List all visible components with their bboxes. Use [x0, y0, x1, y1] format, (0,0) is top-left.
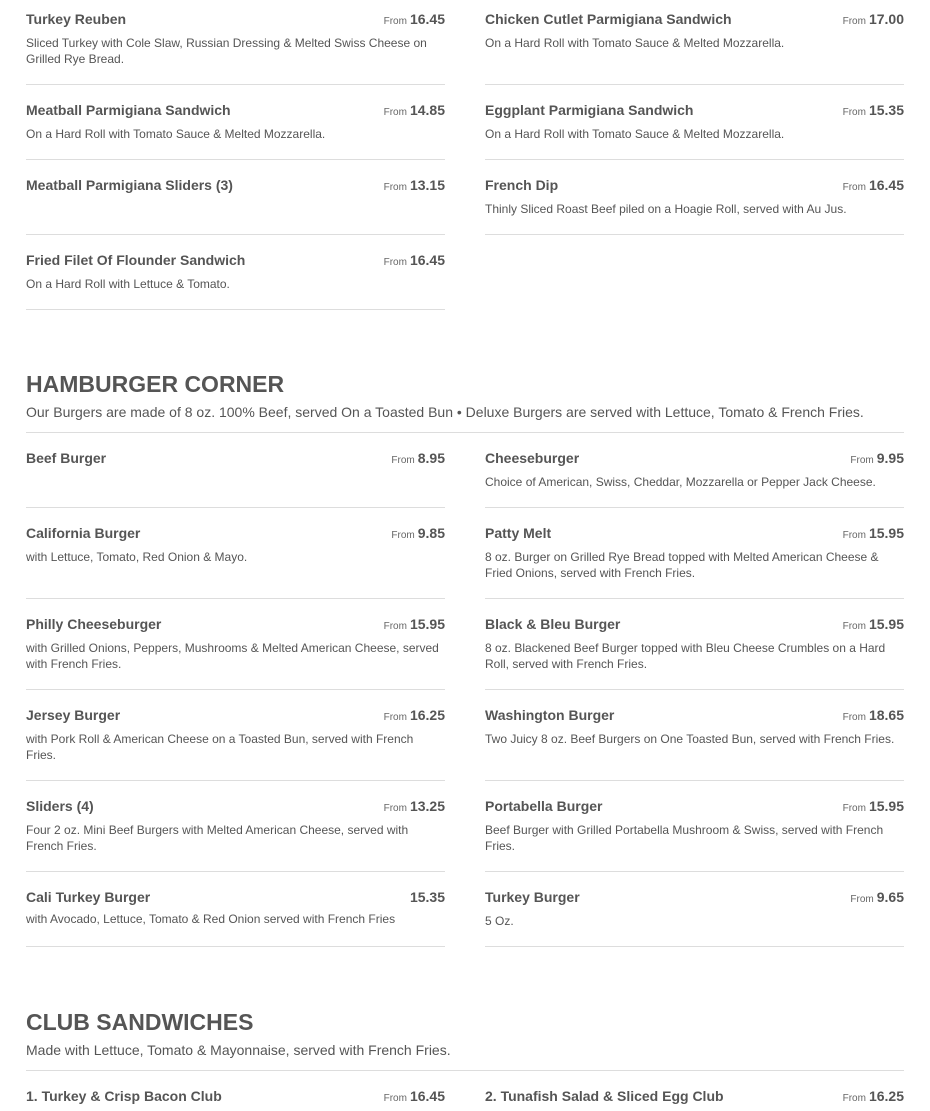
item-description: On a Hard Roll with Tomato Sauce & Melted Mozzarella.: [485, 36, 785, 50]
section-title: HAMBURGER CORNER: [26, 371, 285, 397]
item-description: with Lettuce, Tomato, Red Onion & Mayo.: [26, 550, 248, 564]
item-name: Cheeseburger: [485, 450, 580, 466]
item-name: French Dip: [485, 177, 559, 193]
item-price: 13.15: [409, 177, 445, 193]
item-price: 15.95: [868, 616, 904, 632]
item-description: On a Hard Roll with Lettuce & Tomato.: [26, 277, 230, 291]
item-name: Meatball Parmigiana Sandwich: [26, 102, 231, 118]
section-subtitle: Made with Lettuce, Tomato & Mayonnaise, served with French Fries.: [26, 1042, 451, 1058]
menu-column-right: [485, 1071, 904, 1111]
item-name: California Burger: [26, 525, 141, 541]
item-price: 16.45: [409, 11, 445, 27]
item-price: 9.95: [876, 450, 904, 466]
item-name: Black & Bleu Burger: [485, 616, 621, 632]
item-name: Fried Filet Of Flounder Sandwich: [26, 252, 246, 268]
item-price: 15.35: [409, 889, 445, 905]
item-price: 15.95: [868, 525, 904, 541]
section-title: CLUB SANDWICHES: [26, 1009, 254, 1035]
item-name: Beef Burger: [26, 450, 107, 466]
menu-item[interactable]: [485, 690, 904, 781]
item-price: 15.35: [868, 102, 904, 118]
menu-item[interactable]: [485, 508, 904, 599]
item-name: 2. Tunafish Salad & Sliced Egg Club: [485, 1088, 724, 1104]
item-description: Sliced Turkey with Cole Slaw, Russian Dressing & Melted Swiss Cheese on Grilled Rye Bread.: [26, 36, 427, 66]
from-label: From: [383, 182, 407, 193]
item-description: On a Hard Roll with Tomato Sauce & Melted Mozzarella.: [485, 127, 785, 141]
item-price: 16.45: [409, 252, 445, 268]
from-label: From: [850, 894, 874, 905]
from-label: From: [842, 621, 866, 632]
item-description: Thinly Sliced Roast Beef piled on a Hoagie Roll, served with Au Jus.: [485, 202, 847, 216]
item-description: with Avocado, Lettuce, Tomato & Red Onion served with French Fries: [26, 912, 396, 926]
item-name: Turkey Reuben: [26, 11, 127, 27]
from-label: From: [842, 1093, 866, 1104]
item-price: 16.45: [409, 1088, 445, 1104]
item-name: Jersey Burger: [26, 707, 121, 723]
menu-column-left: [26, 1071, 445, 1111]
item-price: 13.25: [409, 798, 445, 814]
menu-item[interactable]: [485, 599, 904, 690]
from-label: From: [383, 107, 407, 118]
from-label: From: [842, 712, 866, 723]
from-label: From: [842, 803, 866, 814]
item-price: 15.95: [409, 616, 445, 632]
menu-item[interactable]: [485, 433, 904, 508]
menu-item[interactable]: [26, 599, 445, 690]
item-name: Cali Turkey Burger: [26, 889, 151, 905]
item-name: Washington Burger: [485, 707, 615, 723]
item-name: Portabella Burger: [485, 798, 603, 814]
item-description: Beef Burger with Grilled Portabella Mushroom & Swiss, served with French Fries.: [485, 823, 884, 853]
club-sandwiches-section: [26, 1008, 904, 1071]
menu-item[interactable]: [26, 690, 445, 781]
sandwich-menu-grid: [26, 0, 904, 310]
menu-item[interactable]: [485, 85, 904, 160]
from-label: From: [842, 107, 866, 118]
menu-item[interactable]: [485, 1071, 904, 1111]
menu-item[interactable]: [485, 781, 904, 872]
from-label: From: [383, 257, 407, 268]
club-menu-grid: [26, 1071, 904, 1111]
item-description: with Grilled Onions, Peppers, Mushrooms & Melted American Cheese, served with French Fries.: [26, 641, 439, 671]
from-label: From: [383, 803, 407, 814]
menu-item[interactable]: [26, 235, 445, 310]
from-label: From: [842, 530, 866, 541]
menu-item[interactable]: [26, 160, 445, 235]
item-price: 8.95: [417, 450, 445, 466]
from-label: From: [383, 1093, 407, 1104]
item-price: 17.00: [868, 11, 904, 27]
item-price: 16.25: [409, 707, 445, 723]
item-price: 14.85: [409, 102, 445, 118]
item-description: On a Hard Roll with Tomato Sauce & Melted Mozzarella.: [26, 127, 326, 141]
item-description: Choice of American, Swiss, Cheddar, Mozzarella or Pepper Jack Cheese.: [485, 475, 876, 489]
item-description: Two Juicy 8 oz. Beef Burgers on One Toasted Bun, served with French Fries.: [485, 732, 895, 746]
item-description: Four 2 oz. Mini Beef Burgers with Melted American Cheese, served with French Fries.: [26, 823, 409, 853]
item-price: 9.65: [876, 889, 904, 905]
item-name: Meatball Parmigiana Sliders (3): [26, 177, 233, 193]
hamburger-menu-grid: [26, 433, 904, 947]
menu-item[interactable]: [26, 85, 445, 160]
item-name: Chicken Cutlet Parmigiana Sandwich: [485, 11, 732, 27]
item-name: Turkey Burger: [485, 889, 580, 905]
item-price: 18.65: [868, 707, 904, 723]
menu-item[interactable]: [26, 0, 445, 85]
item-name: Philly Cheeseburger: [26, 616, 162, 632]
menu-item[interactable]: [26, 433, 445, 508]
from-label: From: [842, 16, 866, 27]
from-label: From: [850, 455, 874, 466]
item-name: 1. Turkey & Crisp Bacon Club: [26, 1088, 222, 1104]
from-label: From: [391, 455, 415, 466]
item-price: 16.45: [868, 177, 904, 193]
menu-column-left: [26, 0, 445, 310]
menu-item[interactable]: [485, 0, 904, 85]
item-name: Sliders (4): [26, 798, 94, 814]
item-description: 8 oz. Burger on Grilled Rye Bread topped with Melted American Cheese & Fried Onions, served with French Fries.: [485, 550, 879, 580]
hamburger-corner-section: [26, 370, 904, 433]
menu-column-right: [485, 0, 904, 310]
from-label: From: [383, 16, 407, 27]
from-label: From: [391, 530, 415, 541]
menu-item[interactable]: [26, 781, 445, 872]
from-label: From: [383, 712, 407, 723]
menu-column-right: [485, 433, 904, 947]
menu-item[interactable]: [26, 872, 445, 947]
item-price: 16.25: [868, 1088, 904, 1104]
section-subtitle: Our Burgers are made of 8 oz. 100% Beef, served On a Toasted Bun • Deluxe Burgers are served with Lettuce, Tomato & French Fries.: [26, 404, 864, 420]
item-price: 9.85: [417, 525, 445, 541]
item-price: 15.95: [868, 798, 904, 814]
menu-item[interactable]: [485, 872, 904, 947]
item-description: 5 Oz.: [485, 914, 514, 928]
item-description: 8 oz. Blackened Beef Burger topped with Bleu Cheese Crumbles on a Hard Roll, served with French Fries.: [485, 641, 886, 671]
from-label: From: [383, 621, 407, 632]
menu-item[interactable]: [26, 1071, 445, 1111]
item-name: Eggplant Parmigiana Sandwich: [485, 102, 694, 118]
menu-item[interactable]: [485, 160, 904, 235]
item-name: Patty Melt: [485, 525, 552, 541]
menu-column-left: [26, 433, 445, 947]
item-description: with Pork Roll & American Cheese on a Toasted Bun, served with French Fries.: [26, 732, 414, 762]
menu-item[interactable]: [26, 508, 445, 599]
from-label: From: [842, 182, 866, 193]
